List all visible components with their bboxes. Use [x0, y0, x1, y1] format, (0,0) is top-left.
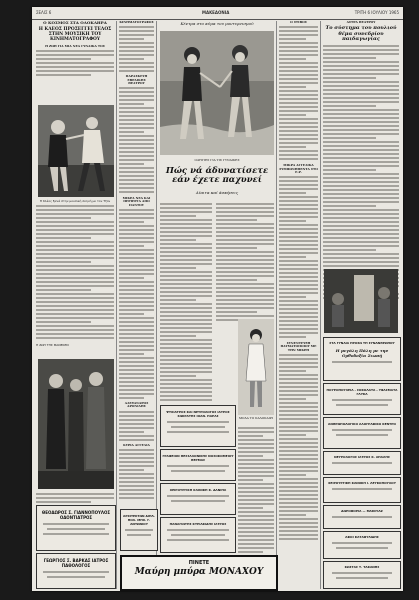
ad-surgical-clinic: ΧΕΙΡΟΥΡΓΙΚΗ ΚΛΙΝΙΚΗ Κ. ΔΑΝΙΗΛ — [160, 483, 236, 515]
issue-date: ΤΡΙΤΗ 6 ΙΟΥΛΙΟΥ 1965 — [354, 10, 399, 15]
ad-right-8: ΚΩΣΤΑΣ Τ. ΤΑΚΑΝΗΣ — [323, 561, 401, 589]
col1-headline: Η ΚΛΕΟΣ ΠΡΟΣΕΓΓΕΙ ΤΕΛΟΣ ΣΤΗΝ ΜΟΥΣΙΚΗ ΤΟΥ ΚΙΝΗΜΑΤΟΓΡΑΦΟΥ — [38, 27, 112, 43]
col1-kicker: Ο ΚΟΣΜΟΣ ΣΤΑ ΟΛΟΚΛΗΡΑ — [43, 20, 107, 25]
col5-headline: Το σύστημα του πουλιού θέμα συνεδρίου παιδαγωγίας — [325, 25, 397, 43]
col2-head-1: ΚΙΝΗΜΑΤΟΓΡΑΦΟΣ — [119, 20, 154, 24]
column-2 — [119, 21, 154, 501]
newspaper-page — [32, 7, 403, 591]
ad-right-2: ΠΟΥΡΟΠΟΥΛΕΙΑ - ΣΟΚΟΛΑΤΑ - ΥΦΑΣΜΑΤΑ ΓΛΥΚΑ — [323, 383, 401, 415]
crowd-photo — [324, 269, 398, 333]
beach-photo — [160, 31, 274, 155]
col5-kicker: ΑΣΤΡΑ ΘΕΑΤΡΟΥ — [346, 20, 376, 24]
ad-hospital-office: ΓΡΑΦΕΙΟΝ ΘΕΣΣΑΛΟΝΙΚΗΣ ΝΟΣΟΚΟΜΕΙΟΥ ΘΕΡΜΑΣ — [160, 449, 236, 481]
page-number: ΣΕΛΙΣ 6 — [36, 10, 52, 15]
col4-head-1: Ο ΣΤΙΒΟΣ — [290, 20, 307, 24]
ad-right-3: ΑΝΘΡΩΠΟΛΟΓΙΚΟ ΛΑΟΓΡΑΦΙΚΟ ΚΕΝΤΡΟ — [323, 417, 401, 449]
column-5 — [323, 21, 399, 301]
fashion-photo — [238, 319, 274, 415]
ad-right-4: ΝΕΥΡΟΛΟΓΟΣ ΙΑΤΡΟΣ Κ. ΑΠΑΛΗΣ — [323, 451, 401, 475]
beer-ad-banner — [120, 555, 278, 591]
ad-architect: ΑΡΧΙΤΕΚΤΩΝ ΔΙΠΛ. ΠΟΛ. ΜΗΧ. Γ. ΑΝΤΩΝΙΟΥ — [120, 509, 158, 551]
banner-line-2: Μαύρη μπύρα ΜΟΝΑΧΟΥ — [134, 567, 264, 577]
photo-title: Κέντρα στο κύμα του μοντερνισμού — [180, 21, 254, 26]
col3-headline: Πώς νά άδυνατίσετε εάν έχετε παχυνεί — [165, 166, 269, 186]
col2-head-3: ΜΙΚΡΑ ΝΕΑ ΚΑΙ ΠΕΡΙΕΡΓΑ ΑΠΟ ΠΑΝΤΟΥ — [122, 196, 151, 207]
col3-side-caption: ΜΟΔΑ ΤΟ ΚΑΛΟΚΑΙΡΙ — [238, 416, 274, 420]
models-photo — [38, 359, 114, 489]
dancers-photo — [38, 105, 114, 197]
page-header — [32, 7, 403, 20]
col4-head-2: ΜΙΚΡΑ ΑΓΓΕΛΙΚΑ ΣΥΜΦΩΝΗΘΕΝΤΑ ΣΤΟ Ε.Ρ. — [279, 163, 318, 174]
banner-line-1: ΠΙΝΕΤΕ — [188, 560, 210, 566]
col2-head-2: ΠΑΡΑΣΚΕΥΗ ΕΒΡΑΙΚΗΣ ΘΕΑΤΡΟΥ — [125, 74, 148, 85]
col1-subhead: Η ΖΩΗ ΓΙΑ ΜΙΑ ΝΕΑ ΓΥΝΑΙΚΑ ΤΟΣ — [45, 43, 105, 48]
col3-text-left — [160, 201, 212, 403]
col2-head-4: ΑΛΕΞΑΝΔΡΟΣ ΑΡΟΝΙΔΗΣ — [124, 401, 149, 409]
col2-head-5: ΚΥΡΙΑ ΑΓΓΕΛΙΑ — [123, 442, 150, 447]
col3-text-right — [216, 201, 274, 323]
ad-dentist: ΘΕΟΔΩΡΟΣ Σ. ΓΙΑΝΝΟΠΟΥΛΟΣ ΟΔΟΝΤΙΑΤΡΟΣ — [36, 505, 116, 551]
ad-doctor: ΠΑΝΑΓΙΩΤΗΣ ΚΥΡΙΑΚΙΔΗΣ ΙΑΤΡΟΣ — [160, 517, 236, 553]
ad-right-1: ΣΤΑ ΓΥΝΑΙΑ ΠΡΟΣΩ ΤΗ ΣΥΝΑΝΘΡΩΠΟΥ Η μεγάλη Πάλη με την Ορθοδοξία Σιωπή — [323, 337, 401, 381]
ad-psychiatrist: ΨΥΧΙΑΤΡΟΣ ΚΑΙ ΝΕΥΡΟΛΟΓΟΣ ΙΑΤΡΟΣ ΣΩΚΡΑΤΗΣ ΙΟΑΝ. ΠΑΡΑΣ — [160, 405, 236, 447]
column-4 — [279, 21, 318, 542]
ad-pathologist: ΓΕΩΡΓΙΟΣ Σ. ΒΑΡΚΑΣ ΙΑΤΡΟΣ ΠΑΘΟΛΟΓΟΣ — [36, 553, 116, 589]
ad-right-7: ΑΦΟΙ ΚΑΤΑΦΥΛΙΔΗΣ — [323, 531, 401, 559]
col1-caption-2: Η ΖΩΗ ΤΗΣ ΜΑΝΕΚΕΝ — [36, 343, 69, 347]
col3-kicker: ΟΔΗΓΙΕΣ ΓΙΑ ΤΙΣ ΓΥΝΑΙΚΕΣ — [194, 158, 240, 162]
column-1 — [36, 21, 114, 78]
col3-subhead: Δίαιτα καί άσκήσεις — [195, 190, 239, 195]
col4-head-3: ΣΥΝΕΝΤΕΥΞΗ ΘΑΥΜΑΤΟΠΟΙΟΥ ΜΕ ΤΗΝ ΜΙΚΡΗ — [280, 341, 317, 352]
col1-caption-1: Η Κλέος ξανά στην μουσική σκηνή με τον Τζον — [39, 199, 111, 203]
masthead-title: ΜΑΚΕΔΟΝΙΑ — [202, 10, 230, 15]
ad-right-6: ΔΩΡΟΦΟΡΙΑ — ΜΑΚΙΓΙΑΖ — [323, 505, 401, 529]
ad-right-5: ΧΕΙΡΟΥΡΓΙΚΗ ΚΛΙΝΙΚΗ Ι. ΛΕΥΚΟΠΟΥΛΟΥ — [323, 477, 401, 503]
